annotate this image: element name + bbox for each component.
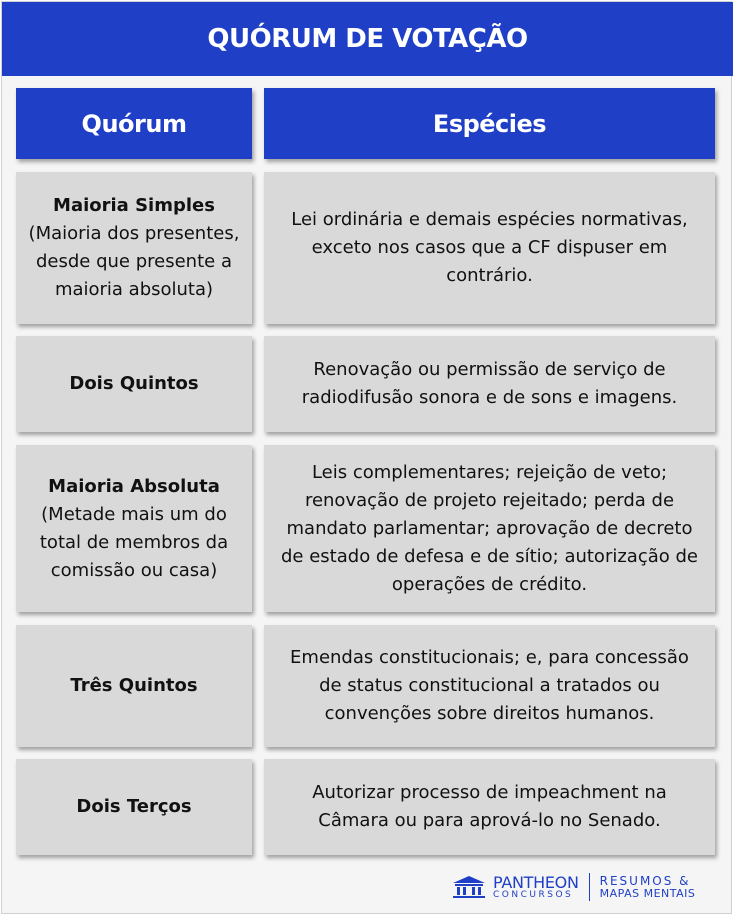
- quorum-cell: [16, 759, 252, 855]
- logo-sub: CONCURSOS: [493, 889, 574, 900]
- logo-brand: PANTHEON: [493, 872, 579, 892]
- quorum-detail: (Maioria dos presentes, desde que presente a maioria absoluta): [28, 223, 240, 300]
- quorum-detail: (Metade mais um do total de membros da comissão ou casa): [39, 503, 229, 581]
- especies-text: Emendas constitucionais; e, para concessão de status constitucional a tratados ou convenções sobre direitos humanos.: [290, 647, 689, 724]
- especies-cell: [264, 336, 715, 432]
- logo-line2: MAPAS MENTAIS: [599, 886, 696, 900]
- temple-icon: [451, 875, 487, 899]
- quorum-cell: [16, 625, 252, 747]
- especies-text: Autorizar processo de impeachment na Câmara ou para aprová-lo no Senado.: [312, 782, 667, 831]
- especies-cell: [264, 625, 715, 747]
- page-title: QUÓRUM DE VOTAÇÃO: [2, 2, 733, 76]
- especies-text: Lei ordinária e demais espécies normativas, exceto nos casos que a CF dispuser em contrário.: [291, 209, 688, 286]
- especies-cell: [264, 172, 715, 324]
- infographic: [1, 1, 732, 914]
- quorum-name: Dois Terços: [76, 796, 192, 817]
- quorum-cell: [16, 336, 252, 432]
- quorum-cell: [16, 172, 252, 324]
- quorum-name: Dois Quintos: [69, 373, 199, 394]
- column-header-especies: Espécies: [264, 88, 715, 159]
- especies-text: Renovação ou permissão de serviço de radiodifusão sonora e de sons e imagens.: [301, 359, 678, 408]
- especies-cell: [264, 445, 715, 612]
- quorum-name: Maioria Simples: [53, 195, 215, 216]
- especies-cell: [264, 759, 715, 855]
- column-header-quorum: Quórum: [16, 88, 252, 159]
- logo-line1: RESUMOS &: [599, 873, 691, 888]
- especies-text: Leis complementares; rejeição de veto; renovação de projeto rejeitado; perda de mandato parlamentar; aprovação de decreto de estado de defesa e de sítio; autorização de operações de crédito.: [281, 461, 698, 595]
- logo-divider: [589, 873, 590, 901]
- quorum-cell: [16, 445, 252, 612]
- quorum-name: Maioria Absoluta: [48, 475, 220, 497]
- pantheon-logo: [451, 872, 695, 902]
- quorum-name: Três Quintos: [70, 675, 198, 696]
